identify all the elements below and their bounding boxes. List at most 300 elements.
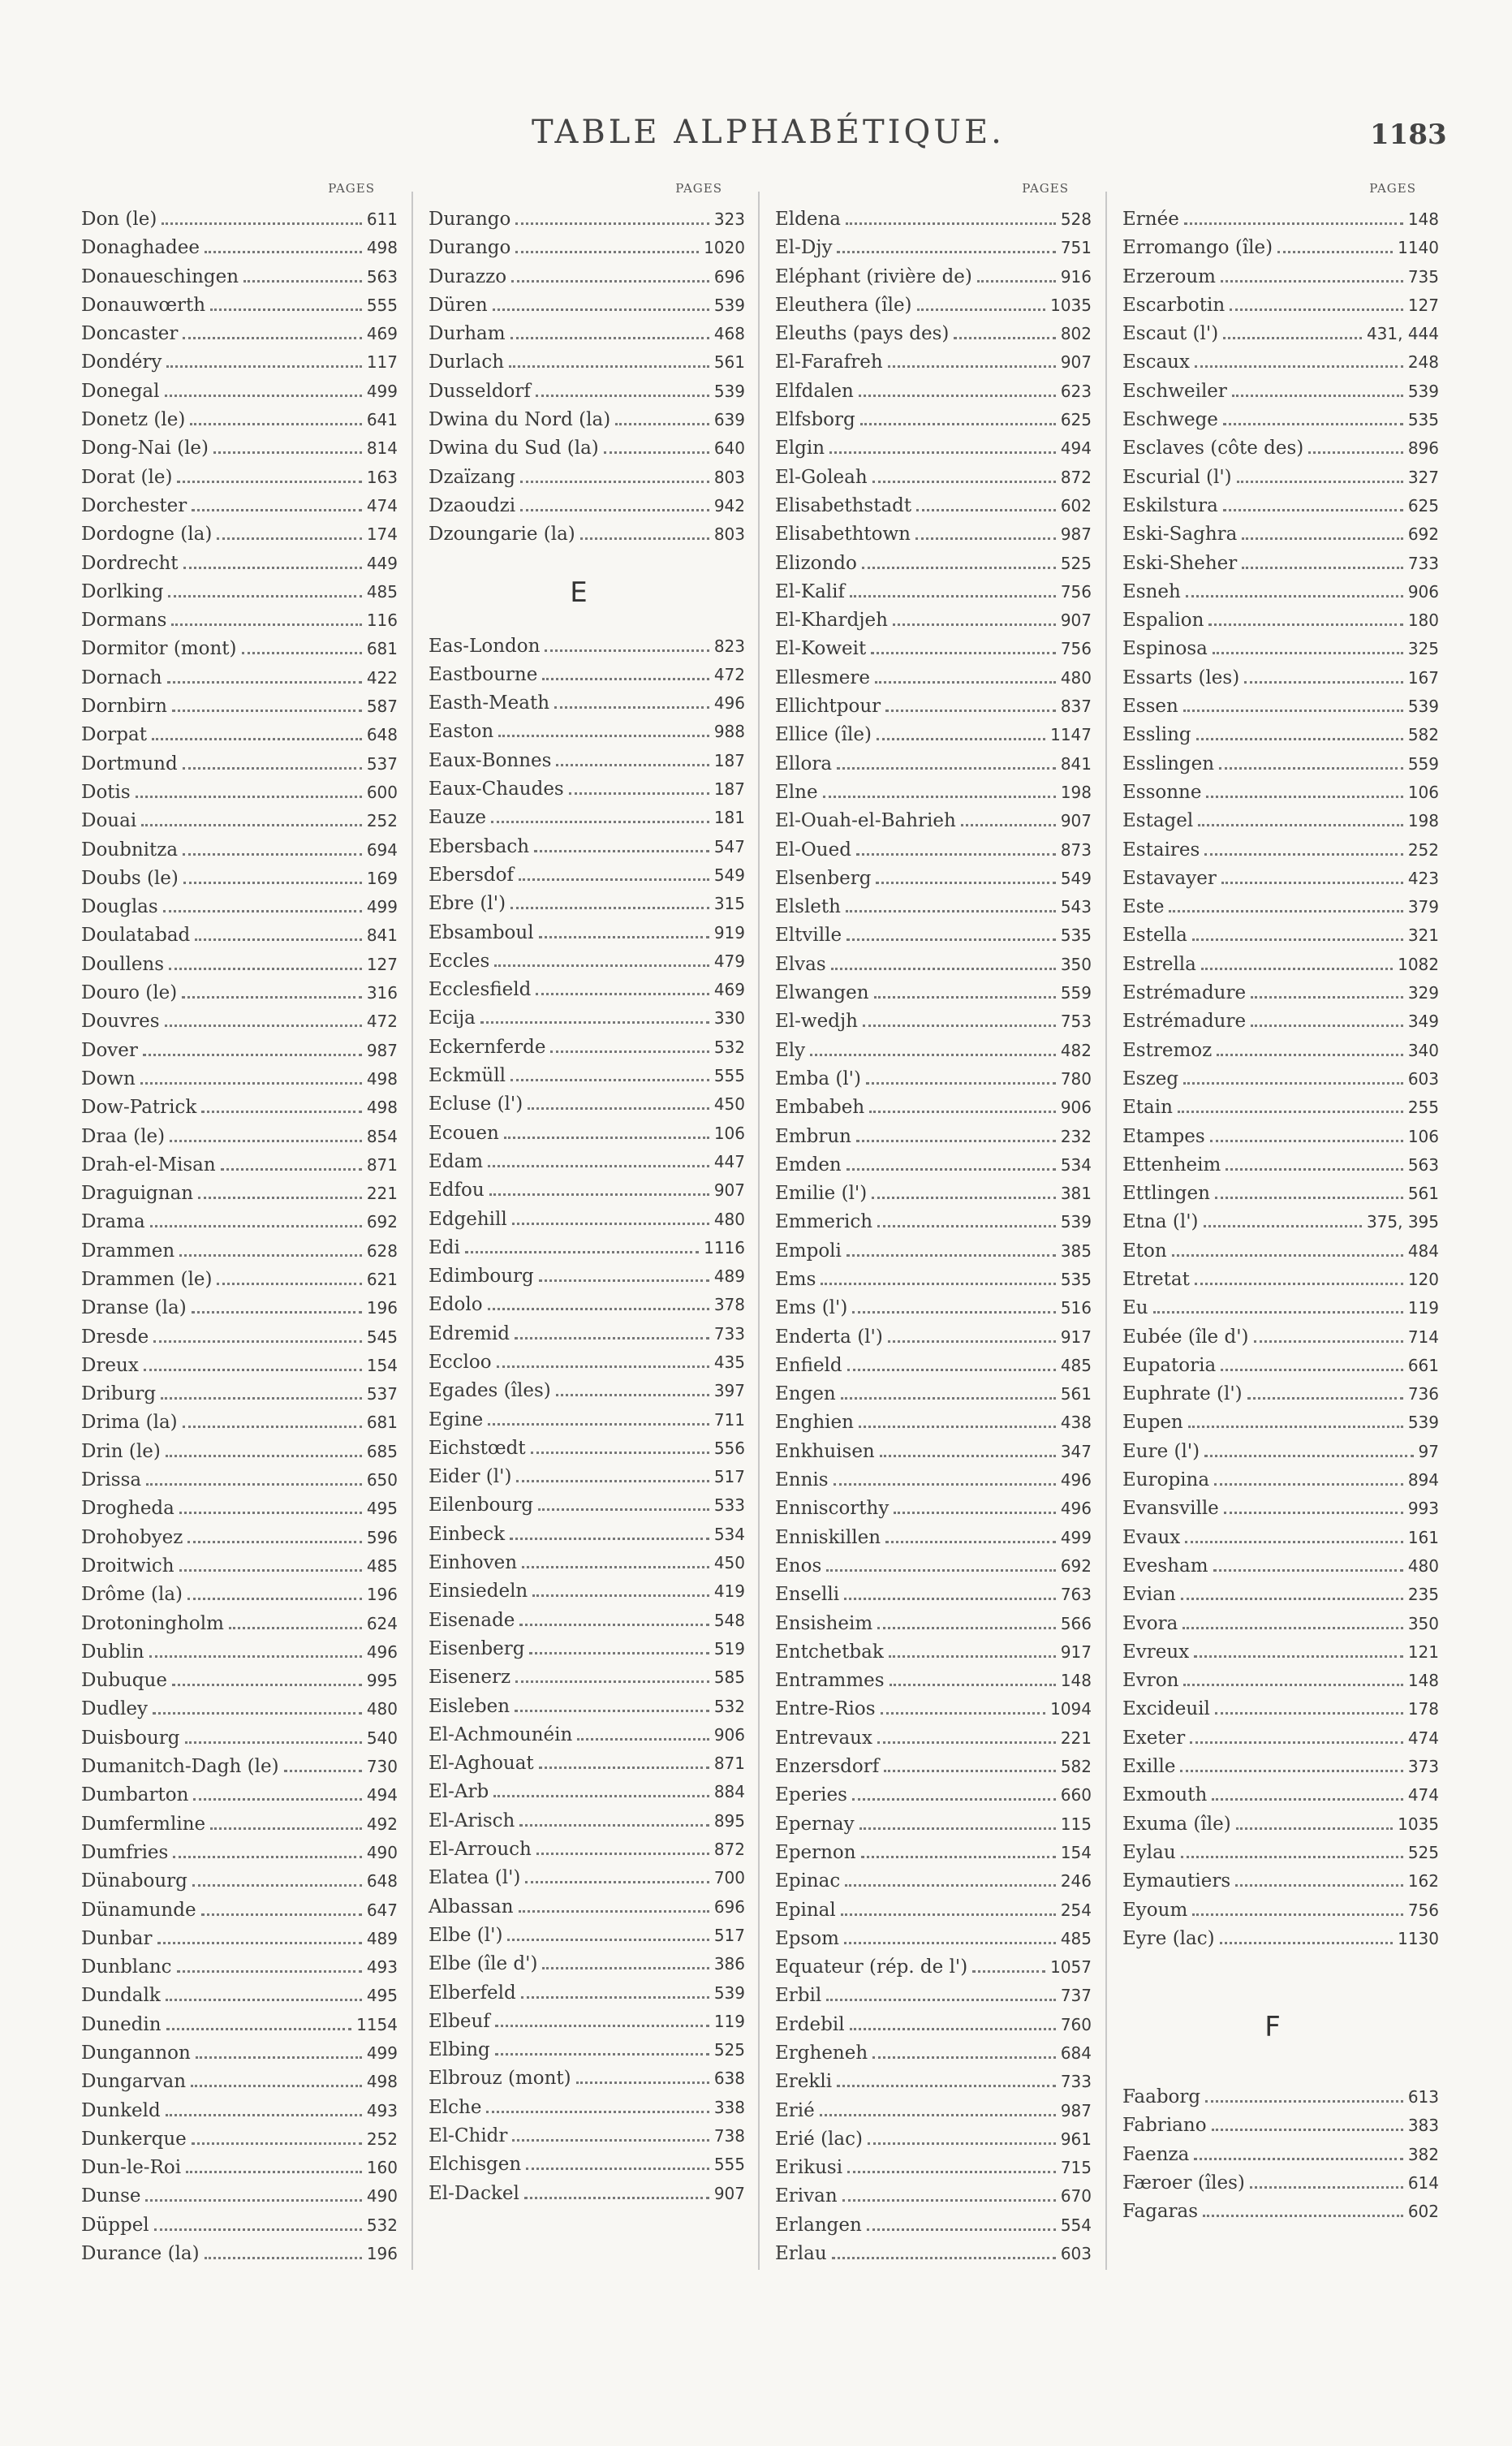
index-entry bbox=[1122, 1839, 1439, 1867]
index-entry bbox=[775, 1867, 1092, 1896]
dot-leader bbox=[856, 1128, 1056, 1142]
index-entry bbox=[81, 2211, 398, 2240]
entry-page: 837 bbox=[1060, 697, 1092, 717]
entry-page: 814 bbox=[366, 438, 398, 459]
index-entry bbox=[1122, 1438, 1439, 1466]
entry-name: Entrevaux bbox=[775, 1727, 872, 1749]
entry-name: Ellesmere bbox=[775, 667, 870, 688]
entry-page: 221 bbox=[366, 1184, 398, 1204]
entry-name: Dumbarton bbox=[81, 1784, 189, 1806]
entry-name: Erromango (île) bbox=[1122, 237, 1273, 259]
index-entry bbox=[429, 1749, 745, 1778]
index-entry bbox=[1122, 664, 1439, 692]
entry-page: 323 bbox=[713, 209, 745, 229]
dot-leader bbox=[510, 895, 709, 909]
dot-leader bbox=[837, 2073, 1056, 2087]
index-entry bbox=[1122, 1610, 1439, 1638]
index-entry bbox=[1122, 807, 1439, 835]
dot-leader bbox=[850, 2017, 1056, 2030]
entry-page: 896 bbox=[1407, 438, 1439, 459]
entry-page: 661 bbox=[1407, 1355, 1439, 1375]
index-entry bbox=[81, 2039, 398, 2068]
entry-name: Epinal bbox=[775, 1899, 836, 1921]
entry-page: 907 bbox=[1060, 811, 1092, 831]
entry-page: 756 bbox=[1407, 1900, 1439, 1920]
index-entry bbox=[429, 833, 745, 861]
dot-leader bbox=[1204, 842, 1402, 856]
dot-leader bbox=[163, 899, 362, 912]
entry-name: Erekli bbox=[775, 2071, 833, 2093]
entry-name: Dungarvan bbox=[81, 2071, 187, 2093]
entry-name: Eski-Saghra bbox=[1122, 524, 1238, 546]
entry-page: 469 bbox=[366, 324, 398, 344]
entry-name: Escurial (l') bbox=[1122, 466, 1232, 488]
index-entry bbox=[429, 2064, 745, 2093]
entry-page: 495 bbox=[366, 1986, 398, 2006]
index-entry bbox=[429, 1663, 745, 1692]
dot-leader bbox=[1221, 269, 1403, 283]
dot-leader bbox=[187, 1586, 362, 1600]
entry-page: 907 bbox=[713, 1180, 745, 1201]
index-entry bbox=[1122, 1753, 1439, 1781]
dot-leader bbox=[201, 1902, 362, 1916]
dot-leader bbox=[1251, 985, 1403, 999]
index-entry bbox=[81, 921, 398, 950]
dot-leader bbox=[869, 1099, 1056, 1113]
index-entry bbox=[429, 1434, 745, 1463]
entry-name: Ecclesfield bbox=[429, 979, 532, 1001]
entry-name: Esneh bbox=[1122, 580, 1181, 602]
index-entry bbox=[429, 1004, 745, 1033]
dot-leader bbox=[1201, 956, 1393, 970]
dot-leader bbox=[519, 1899, 709, 1913]
entry-name: Espalion bbox=[1122, 610, 1204, 632]
index-entry bbox=[775, 234, 1092, 262]
entry-name: Dzaïzang bbox=[429, 466, 515, 488]
index-entry bbox=[775, 2068, 1092, 2096]
index-entry bbox=[429, 1491, 745, 1520]
entry-page: 338 bbox=[713, 2097, 745, 2117]
dot-leader bbox=[539, 1268, 709, 1282]
entry-page: 638 bbox=[713, 2069, 745, 2089]
index-entry bbox=[81, 1438, 398, 1466]
dot-leader bbox=[1206, 784, 1402, 798]
entry-page: 480 bbox=[1060, 667, 1092, 688]
dot-leader bbox=[183, 1414, 362, 1428]
entry-name: Doullens bbox=[81, 953, 165, 975]
index-entry bbox=[81, 1323, 398, 1352]
entry-page: 582 bbox=[1060, 1757, 1092, 1777]
entry-name: Dusseldorf bbox=[429, 380, 531, 402]
entry-name: Drama bbox=[81, 1211, 145, 1233]
entry-page: 378 bbox=[713, 1295, 745, 1315]
index-entry bbox=[81, 377, 398, 406]
entry-page: 753 bbox=[1060, 1012, 1092, 1032]
entry-name: Equateur (rép. de l') bbox=[775, 1956, 968, 1978]
entry-page: 494 bbox=[366, 1785, 398, 1805]
dot-leader bbox=[149, 1644, 362, 1658]
entry-page: 350 bbox=[1407, 1613, 1439, 1633]
entry-name: Edremid bbox=[429, 1322, 510, 1344]
index-entry bbox=[775, 1552, 1092, 1581]
entry-name: Dordogne (la) bbox=[81, 524, 213, 546]
entry-page: 735 bbox=[1407, 266, 1439, 287]
entry-name: Eyre (lac) bbox=[1122, 1927, 1215, 1949]
dot-leader bbox=[190, 412, 362, 425]
dot-leader bbox=[165, 383, 362, 397]
column-divider bbox=[758, 192, 760, 2270]
entry-page: 585 bbox=[713, 1667, 745, 1688]
index-entry bbox=[429, 1176, 745, 1205]
entry-page: 624 bbox=[366, 1613, 398, 1633]
entry-name: Elisabethstadt bbox=[775, 494, 912, 516]
entry-page: 106 bbox=[1407, 1126, 1439, 1146]
entry-name: El-Khardjeh bbox=[775, 610, 888, 632]
dot-leader bbox=[166, 1987, 362, 2001]
dot-leader bbox=[520, 498, 709, 511]
entry-page: 174 bbox=[366, 524, 398, 545]
entry-page: 730 bbox=[366, 1757, 398, 1777]
entry-name: Enkhuisen bbox=[775, 1440, 875, 1462]
index-column-2 bbox=[429, 181, 745, 2208]
entry-name: Evron bbox=[1122, 1670, 1179, 1692]
entry-name: Donegal bbox=[81, 380, 160, 402]
entry-page: 611 bbox=[366, 209, 398, 229]
dot-leader bbox=[893, 612, 1056, 626]
index-entry bbox=[775, 1667, 1092, 1695]
index-entry bbox=[1122, 1208, 1439, 1236]
entry-name: Dublin bbox=[81, 1641, 144, 1663]
index-entry bbox=[1122, 2083, 1439, 2112]
index-entry bbox=[429, 632, 745, 661]
index-entry bbox=[81, 979, 398, 1007]
dot-leader bbox=[1242, 555, 1403, 569]
dot-leader bbox=[1208, 612, 1402, 626]
entry-name: Donaueschingen bbox=[81, 265, 239, 287]
entry-page: 525 bbox=[1407, 1842, 1439, 1862]
entry-page: 160 bbox=[366, 2158, 398, 2178]
index-entry bbox=[1122, 1524, 1439, 1552]
entry-name: Eperies bbox=[775, 1784, 847, 1806]
dot-leader bbox=[243, 269, 362, 283]
entry-name: Dumfries bbox=[81, 1841, 169, 1863]
index-entry bbox=[775, 578, 1092, 606]
entry-name: Doulatabad bbox=[81, 925, 191, 947]
index-entry bbox=[1122, 1294, 1439, 1322]
entry-name: Elche bbox=[429, 2096, 482, 2118]
entry-page: 350 bbox=[1060, 954, 1092, 974]
index-entry bbox=[429, 919, 745, 947]
entry-page: 373 bbox=[1407, 1757, 1439, 1777]
index-entry bbox=[429, 1119, 745, 1148]
dot-leader bbox=[569, 781, 709, 795]
dot-leader bbox=[494, 953, 709, 967]
entry-name: Eschweiler bbox=[1122, 380, 1227, 402]
dot-leader bbox=[880, 1443, 1056, 1457]
entry-page: 596 bbox=[366, 1527, 398, 1547]
entry-name: Draguignan bbox=[81, 1183, 194, 1205]
entry-page: 993 bbox=[1407, 1499, 1439, 1519]
dot-leader bbox=[1242, 526, 1402, 540]
entry-name: Egine bbox=[429, 1408, 484, 1430]
index-entry bbox=[1122, 1352, 1439, 1380]
index-entry bbox=[1122, 434, 1439, 463]
index-entry bbox=[81, 291, 398, 320]
entry-name: Elchisgen bbox=[429, 2154, 522, 2176]
dot-leader bbox=[510, 1068, 709, 1081]
entry-name: Entchetbak bbox=[775, 1641, 884, 1663]
index-entry bbox=[775, 1294, 1092, 1322]
index-entry bbox=[775, 205, 1092, 234]
entry-name: Erlau bbox=[775, 2243, 827, 2265]
index-entry bbox=[1122, 234, 1439, 262]
dot-leader bbox=[519, 867, 709, 881]
entry-name: Eilenbourg bbox=[429, 1495, 534, 1516]
entry-page: 872 bbox=[1060, 467, 1092, 487]
index-entry bbox=[429, 1607, 745, 1635]
entry-page: 246 bbox=[1060, 1871, 1092, 1892]
index-entry bbox=[429, 976, 745, 1004]
entry-name: Dunkeld bbox=[81, 2099, 161, 2121]
index-entry bbox=[775, 1581, 1092, 1609]
index-entry bbox=[1122, 750, 1439, 779]
entry-page: 561 bbox=[1060, 1384, 1092, 1404]
index-entry bbox=[81, 2240, 398, 2268]
dot-leader bbox=[480, 1010, 709, 1024]
dot-leader bbox=[1220, 1930, 1393, 1944]
entry-page: 379 bbox=[1407, 897, 1439, 917]
index-entry bbox=[429, 1635, 745, 1663]
entry-name: Evian bbox=[1122, 1584, 1176, 1606]
entry-name: El-Goleah bbox=[775, 466, 868, 488]
entry-page: 873 bbox=[1060, 839, 1092, 860]
index-entry bbox=[429, 2036, 745, 2064]
dot-leader bbox=[179, 1558, 362, 1572]
dot-leader bbox=[852, 1787, 1056, 1801]
index-entry bbox=[81, 1466, 398, 1495]
entry-name: Dornbirn bbox=[81, 696, 167, 718]
index-entry bbox=[429, 2150, 745, 2179]
entry-name: Driburg bbox=[81, 1383, 157, 1405]
index-entry bbox=[429, 1922, 745, 1950]
entry-page: 480 bbox=[1407, 1555, 1439, 1576]
entry-name: Ely bbox=[775, 1039, 806, 1061]
entry-name: Faenza bbox=[1122, 2143, 1190, 2165]
entry-page: 906 bbox=[1407, 581, 1439, 602]
entry-page: 539 bbox=[1407, 381, 1439, 401]
index-entry bbox=[775, 606, 1092, 635]
entry-name: Ebre (l') bbox=[429, 893, 506, 915]
index-entry bbox=[81, 1094, 398, 1122]
index-entry bbox=[81, 1610, 398, 1638]
entry-page: 480 bbox=[366, 1699, 398, 1719]
index-entry bbox=[775, 464, 1092, 492]
dot-leader bbox=[884, 1758, 1056, 1772]
entry-name: Drammen bbox=[81, 1240, 175, 1262]
entry-page: 495 bbox=[366, 1499, 398, 1519]
entry-page: 480 bbox=[713, 1209, 745, 1229]
index-entry bbox=[1122, 1123, 1439, 1151]
entry-name: Ernée bbox=[1122, 209, 1179, 230]
entry-page: 316 bbox=[366, 983, 398, 1003]
entry-page: 347 bbox=[1060, 1441, 1092, 1461]
entry-name: Evansville bbox=[1122, 1498, 1219, 1520]
entry-name: Edfou bbox=[429, 1180, 485, 1201]
page-number: 1183 bbox=[1370, 119, 1447, 151]
index-entry bbox=[429, 263, 745, 291]
index-entry bbox=[775, 1982, 1092, 2010]
dot-leader bbox=[1223, 326, 1362, 339]
index-entry bbox=[429, 406, 745, 434]
entry-name: Eisenade bbox=[429, 1609, 515, 1631]
dot-leader bbox=[486, 2099, 709, 2113]
index-entry bbox=[81, 348, 398, 377]
index-entry bbox=[775, 1724, 1092, 1753]
dot-leader bbox=[874, 985, 1056, 999]
entry-page: 325 bbox=[1407, 639, 1439, 659]
index-entry bbox=[81, 1524, 398, 1552]
entry-page: 696 bbox=[713, 1896, 745, 1917]
dot-leader bbox=[1181, 1586, 1403, 1600]
entry-page: 537 bbox=[366, 753, 398, 774]
entry-page: 539 bbox=[1407, 697, 1439, 717]
dot-leader bbox=[497, 1354, 709, 1368]
section-letter-e: E bbox=[570, 576, 588, 609]
index-entry bbox=[1122, 578, 1439, 606]
index-entry bbox=[1122, 1810, 1439, 1839]
dot-leader bbox=[179, 1500, 362, 1514]
entry-page: 381 bbox=[1060, 1184, 1092, 1204]
entry-name: Dunedin bbox=[81, 2013, 162, 2035]
dot-leader bbox=[954, 326, 1055, 339]
entry-page: 681 bbox=[366, 639, 398, 659]
entry-page: 628 bbox=[366, 1240, 398, 1261]
entry-name: Europina bbox=[1122, 1469, 1210, 1491]
dot-leader bbox=[1235, 1873, 1403, 1887]
index-entry bbox=[1122, 1581, 1439, 1609]
entry-name: Essling bbox=[1122, 724, 1191, 746]
entry-page: 472 bbox=[366, 1012, 398, 1032]
index-entry bbox=[429, 1521, 745, 1549]
dot-leader bbox=[154, 2217, 362, 2231]
dot-leader bbox=[856, 842, 1056, 856]
entry-name: Eton bbox=[1122, 1240, 1167, 1262]
entry-page: 823 bbox=[713, 636, 745, 656]
index-entry bbox=[1122, 320, 1439, 348]
dot-leader bbox=[862, 555, 1056, 569]
dot-leader bbox=[615, 412, 709, 425]
entry-page: 648 bbox=[366, 725, 398, 745]
index-entry bbox=[1122, 1552, 1439, 1581]
index-entry bbox=[429, 747, 745, 775]
dot-leader bbox=[1277, 239, 1393, 253]
dot-leader bbox=[526, 2156, 709, 2170]
index-entry bbox=[81, 893, 398, 921]
entry-name: Ellora bbox=[775, 753, 833, 774]
dot-leader bbox=[810, 1042, 1056, 1056]
index-entry bbox=[1122, 520, 1439, 549]
dot-leader bbox=[198, 1185, 362, 1199]
entry-name: Doncaster bbox=[81, 323, 179, 345]
entry-name: El-Chidr bbox=[429, 2125, 508, 2146]
entry-name: Dumanitch-Dagh (le) bbox=[81, 1756, 279, 1778]
entry-name: Eisenberg bbox=[429, 1637, 525, 1659]
index-entry bbox=[81, 1953, 398, 1982]
dot-leader bbox=[844, 1930, 1056, 1944]
index-entry bbox=[775, 893, 1092, 921]
entry-name: Ebersbach bbox=[429, 835, 530, 857]
index-entry bbox=[775, 2240, 1092, 2268]
entry-name: Dorpat bbox=[81, 724, 147, 746]
entry-page: 582 bbox=[1407, 725, 1439, 745]
dot-leader bbox=[1250, 2175, 1403, 2189]
index-entry bbox=[775, 664, 1092, 692]
entry-page: 248 bbox=[1407, 352, 1439, 373]
index-entry bbox=[775, 1839, 1092, 1867]
index-entry bbox=[775, 2039, 1092, 2068]
entry-name: Estrémadure bbox=[1122, 982, 1247, 1004]
entry-page: 1140 bbox=[1398, 238, 1439, 258]
dot-leader bbox=[192, 498, 362, 511]
dot-leader bbox=[846, 927, 1056, 941]
index-entry bbox=[1122, 1007, 1439, 1036]
index-column-3 bbox=[775, 181, 1092, 2268]
index-entry bbox=[775, 1180, 1092, 1208]
index-entry bbox=[81, 1667, 398, 1695]
entry-name: Ems bbox=[775, 1268, 816, 1290]
entry-name: Durlach bbox=[429, 352, 505, 373]
entry-name: Dormitor (mont) bbox=[81, 638, 237, 660]
entry-name: Estremoz bbox=[1122, 1039, 1213, 1061]
entry-page: 187 bbox=[713, 750, 745, 770]
dot-leader bbox=[1236, 1816, 1393, 1830]
entry-name: Emba (l') bbox=[775, 1068, 861, 1089]
entry-name: Elfsborg bbox=[775, 409, 855, 431]
entry-page: 872 bbox=[713, 1840, 745, 1860]
entry-name: Esclaves (côte des) bbox=[1122, 438, 1304, 459]
entry-page: 1057 bbox=[1050, 1957, 1092, 1978]
entry-page: 714 bbox=[1407, 1327, 1439, 1347]
index-entry bbox=[81, 606, 398, 635]
index-entry bbox=[81, 721, 398, 749]
entry-page: 533 bbox=[713, 1495, 745, 1516]
index-entry bbox=[1122, 1237, 1439, 1266]
entry-name: El-Aghouat bbox=[429, 1753, 534, 1775]
entry-page: 692 bbox=[1060, 1555, 1092, 1576]
entry-name: Düren bbox=[429, 294, 488, 316]
index-entry bbox=[775, 979, 1092, 1007]
entry-page: 321 bbox=[1407, 925, 1439, 946]
entry-name: Erzeroum bbox=[1122, 265, 1216, 287]
index-entry bbox=[1122, 492, 1439, 520]
entry-name: Dorat (le) bbox=[81, 466, 173, 488]
dot-leader bbox=[205, 2245, 362, 2259]
page-header bbox=[0, 114, 1512, 162]
dot-leader bbox=[153, 1701, 362, 1715]
index-entry bbox=[775, 1638, 1092, 1667]
dot-leader bbox=[872, 469, 1056, 483]
dot-leader bbox=[859, 383, 1056, 397]
entry-page: 161 bbox=[1407, 1527, 1439, 1547]
dot-leader bbox=[1198, 813, 1403, 826]
index-entry bbox=[81, 1237, 398, 1266]
dot-leader bbox=[961, 813, 1056, 826]
entry-name: Dünamunde bbox=[81, 1899, 196, 1921]
entry-page: 733 bbox=[1060, 2072, 1092, 2092]
dot-leader bbox=[191, 2073, 362, 2087]
index-entry bbox=[1122, 1323, 1439, 1352]
entry-page: 252 bbox=[366, 811, 398, 831]
